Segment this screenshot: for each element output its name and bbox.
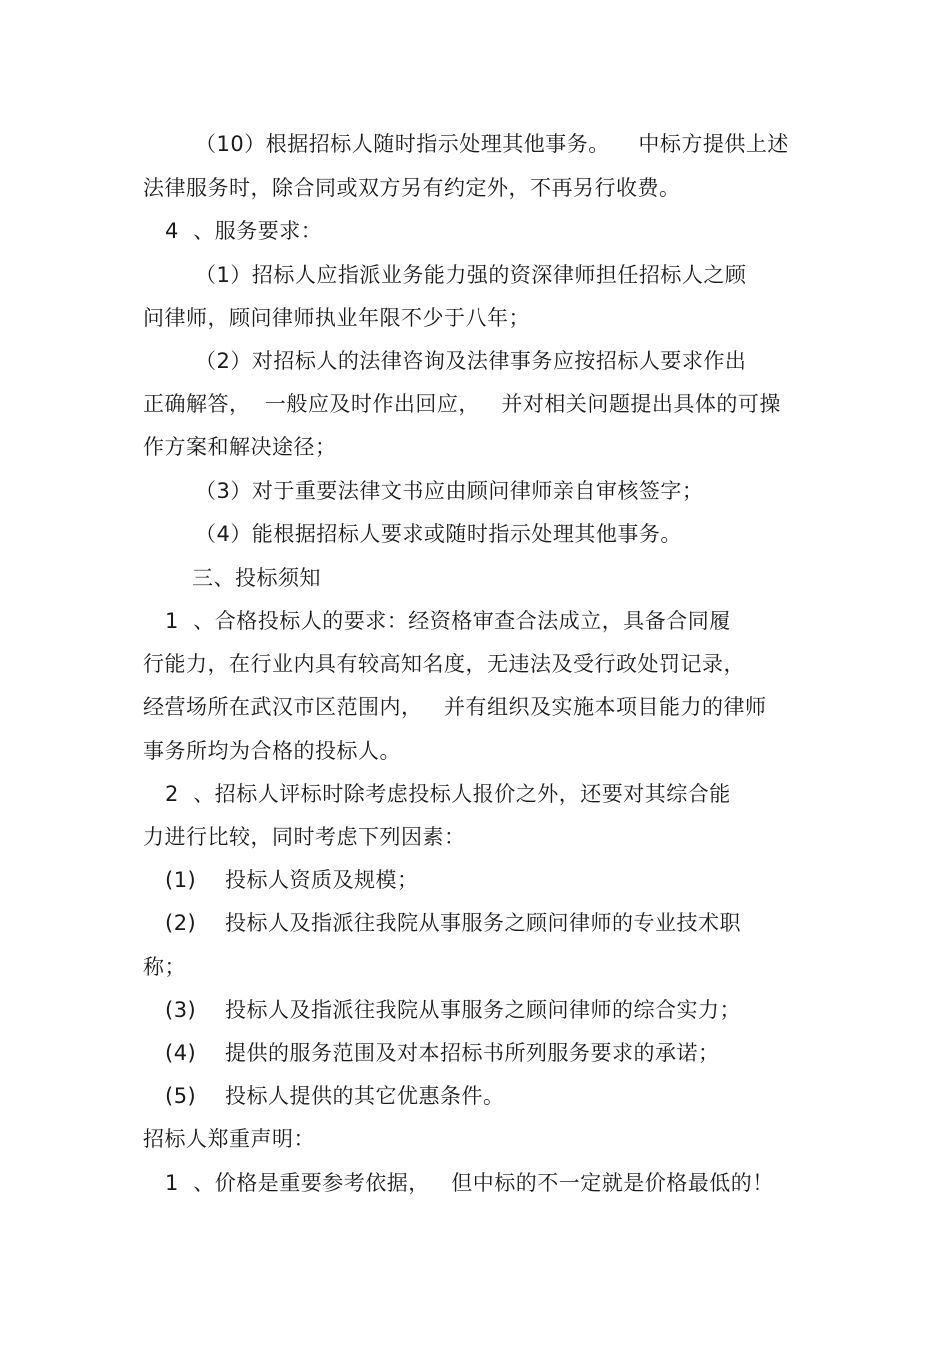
paragraph-line: 行能力，在行业内具有较高知名度，无违法及受行政处罚记录， [143,652,745,676]
paragraph-line: （10）根据招标人随时指示处理其他事务。 中标方提供上述 [195,132,789,156]
paragraph-line: 1 、合格投标人的要求：经资格审查合法成立，具备合同履 [165,609,731,633]
paragraph-line: 2 、招标人评标时除考虑投标人报价之外，还要对其综合能 [165,782,731,806]
paragraph-line: 正确解答， 一般应及时作出回应， 并对相关问题提出具体的可操 [143,392,781,416]
section-heading: 4 、服务要求： [165,219,323,243]
list-item: (5) 投标人提供的其它优惠条件。 [165,1084,505,1108]
paragraph-line: 力进行比较，同时考虑下列因素： [143,825,466,849]
list-item: (1) 投标人资质及规模； [165,868,419,892]
list-item-continuation: 称； [143,955,186,979]
section-heading: 三、投标须知 [192,566,321,590]
paragraph-line: （3）对于重要法律文书应由顾问律师亲自审核签字； [195,479,704,503]
paragraph-line: 作方案和解决途径； [143,435,337,459]
paragraph-line: 事务所均为合格的投标人。 [143,739,401,763]
paragraph-line: （2）对招标人的法律咨询及法律事务应按招标人要求作出 [195,349,747,373]
paragraph-line: （4）能根据招标人要求或随时指示处理其他事务。 [195,522,682,546]
section-heading: 招标人郑重声明： [143,1127,315,1151]
paragraph-line: 经营场所在武汉市区范围内， 并有组织及实施本项目能力的律师 [143,695,767,719]
list-item: (4) 提供的服务范围及对本招标书所列服务要求的承诺； [165,1041,720,1065]
paragraph-line: 问律师，顾问律师执业年限不少于八年； [143,306,530,330]
paragraph-line: （1）招标人应指派业务能力强的资深律师担任招标人之顾 [195,263,747,287]
paragraph-line: 法律服务时，除合同或双方另有约定外，不再另行收费。 [143,176,681,200]
list-item: (2) 投标人及指派往我院从事服务之顾问律师的专业技术职 [165,911,741,935]
list-item: (3) 投标人及指派往我院从事服务之顾问律师的综合实力； [165,998,741,1022]
paragraph-line: 1 、价格是重要参考依据， 但中标的不一定就是价格最低的！ [165,1171,774,1195]
